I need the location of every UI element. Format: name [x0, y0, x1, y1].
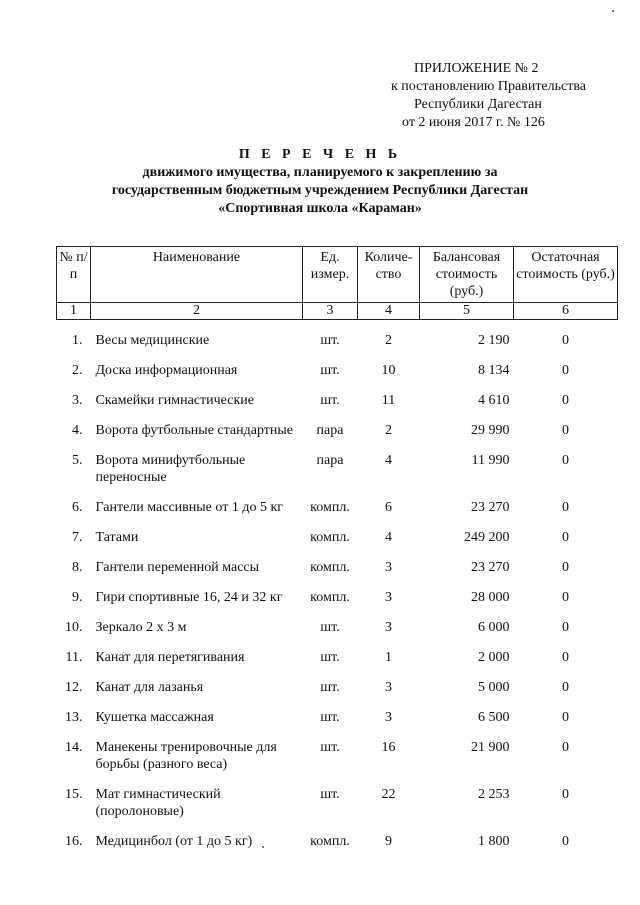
cell-residual-value: 0 [562, 710, 569, 725]
cell-residual-value: 0 [562, 453, 569, 468]
table-row [57, 547, 618, 577]
cell-name: Ворота минифутбольные переносные [95, 453, 246, 485]
cell-number: 7. [72, 530, 83, 545]
table-row [57, 320, 618, 351]
cell-name: Кушетка массажная [95, 710, 214, 725]
cell-unit: шт. [320, 333, 340, 348]
cell-residual-value: 0 [562, 530, 569, 545]
cell-quantity: 3 [385, 560, 392, 575]
column-number: 2 [91, 303, 303, 320]
cell-name: Татами [95, 530, 139, 545]
cell-name: Скамейки гимнастические [95, 393, 254, 408]
cell-quantity: 1 [385, 650, 392, 665]
cell-number: 11. [65, 650, 83, 665]
cell-residual-value: 0 [562, 650, 569, 665]
cell-unit: компл. [310, 530, 350, 545]
cell-name: Мат гимнастический (поролоновые) [95, 787, 221, 819]
cell-unit: шт. [320, 710, 340, 725]
cell-balance-value: 23 270 [471, 560, 510, 575]
document-subtitle [80, 164, 560, 218]
property-table [56, 246, 618, 851]
cell-quantity: 9 [385, 834, 392, 849]
table-row [57, 350, 618, 380]
appendix-block [376, 60, 586, 132]
table-row [57, 607, 618, 637]
document-heading: П Е Р Е Ч Е Н Ь [238, 147, 402, 162]
cell-balance-value: 29 990 [471, 423, 510, 438]
header-value: Балансовая стоимость (руб.) [420, 247, 514, 303]
cell-number: 2. [72, 363, 83, 378]
column-number: 3 [303, 303, 358, 320]
cell-residual-value: 0 [562, 590, 569, 605]
table-row [57, 667, 618, 697]
cell-unit: компл. [310, 500, 350, 515]
appendix-republic: Республики Дагестан [414, 97, 542, 112]
cell-unit: шт. [320, 650, 340, 665]
cell-number: 9. [72, 590, 83, 605]
cell-number: 5. [72, 453, 83, 468]
cell-name: Гантели переменной массы [95, 560, 260, 575]
cell-unit: шт. [320, 393, 340, 408]
cell-balance-value: 21 900 [471, 740, 510, 755]
cell-quantity: 11 [381, 393, 396, 408]
cell-name: Зеркало 2 х 3 м [95, 620, 187, 635]
cell-number: 13. [65, 710, 83, 725]
cell-residual-value: 0 [562, 363, 569, 378]
cell-balance-value: 249 200 [464, 530, 510, 545]
cell-residual-value: 0 [562, 560, 569, 575]
cell-number: 16. [65, 834, 83, 849]
cell-quantity: 10 [381, 363, 396, 378]
table-row [57, 380, 618, 410]
table-row [57, 697, 618, 727]
cell-number: 3. [72, 393, 83, 408]
cell-unit: шт. [320, 680, 340, 695]
cell-balance-value: 1 800 [478, 834, 510, 849]
cell-quantity: 6 [385, 500, 392, 515]
cell-unit: шт. [320, 740, 340, 755]
cell-quantity: 3 [385, 620, 392, 635]
table-row [57, 440, 618, 487]
subtitle-line-2: государственным бюджетным учреждением Республики Дагестан [111, 183, 529, 198]
cell-quantity: 2 [385, 333, 392, 348]
cell-number: 8. [72, 560, 83, 575]
table-row [57, 637, 618, 667]
cell-name: Канат для перетягивания [95, 650, 245, 665]
cell-balance-value: 23 270 [471, 500, 510, 515]
cell-balance-value: 2 190 [478, 333, 510, 348]
cell-name: Гантели массивные от 1 до 5 кг [95, 500, 283, 515]
cell-unit: шт. [320, 787, 340, 802]
header-residual: Остаточная стоимость (руб.) [514, 247, 618, 303]
header-num: № п/п [57, 247, 91, 303]
subtitle-line-1: движимого имущества, планируемого к закреплению за [142, 165, 498, 180]
table-row [57, 517, 618, 547]
table-row [57, 577, 618, 607]
cell-residual-value: 0 [562, 620, 569, 635]
cell-name: Гири спортивные 16, 24 и 32 кг [95, 590, 283, 605]
subtitle-line-3: «Спортивная школа «Караман» [218, 201, 422, 216]
cell-residual-value: 0 [562, 333, 569, 348]
cell-balance-value: 6 500 [478, 710, 510, 725]
cell-unit: шт. [320, 620, 340, 635]
cell-balance-value: 28 000 [471, 590, 510, 605]
table-row [57, 727, 618, 774]
cell-name: Доска информационная [95, 363, 238, 378]
cell-residual-value: 0 [562, 500, 569, 515]
cell-name: Весы медицинские [95, 333, 210, 348]
cell-number: 12. [65, 680, 83, 695]
header-name: Наименование [91, 247, 303, 303]
column-number: 6 [514, 303, 618, 320]
column-number: 4 [358, 303, 420, 320]
cell-balance-value: 4 610 [478, 393, 510, 408]
cell-balance-value: 6 000 [478, 620, 510, 635]
column-number-row [57, 303, 618, 320]
table-row [57, 487, 618, 517]
cell-number: 15. [65, 787, 83, 802]
cell-name: Медицинбол (от 1 до 5 кг) [95, 834, 253, 849]
scan-speck [612, 10, 614, 12]
appendix-date: от 2 июня 2017 г. № 126 [402, 115, 545, 130]
cell-residual-value: 0 [562, 787, 569, 802]
cell-number: 14. [65, 740, 83, 755]
cell-unit: компл. [310, 834, 350, 849]
cell-name: Манекены тренировочные для борьбы (разного веса) [95, 740, 277, 772]
table-row [57, 774, 618, 821]
cell-quantity: 16 [381, 740, 396, 755]
column-number: 5 [420, 303, 514, 320]
cell-number: 10. [65, 620, 83, 635]
cell-quantity: 3 [385, 680, 392, 695]
table-row [57, 821, 618, 851]
cell-unit: компл. [310, 590, 350, 605]
column-number: 1 [57, 303, 91, 320]
cell-unit: компл. [310, 560, 350, 575]
cell-number: 4. [72, 423, 83, 438]
cell-name: Ворота футбольные стандартные [95, 423, 294, 438]
header-qty: Количе-ство [358, 247, 420, 303]
table-body [57, 320, 618, 852]
cell-number: 1. [72, 333, 83, 348]
appendix-number: ПРИЛОЖЕНИЕ № 2 [414, 61, 539, 76]
cell-unit: пара [316, 453, 344, 468]
table-header-row [57, 247, 618, 303]
cell-residual-value: 0 [562, 740, 569, 755]
cell-number: 6. [72, 500, 83, 515]
appendix-resolution: к постановлению Правительства [390, 79, 586, 94]
cell-unit: пара [316, 423, 344, 438]
cell-quantity: 3 [385, 590, 392, 605]
cell-quantity: 4 [385, 453, 392, 468]
cell-unit: шт. [320, 363, 340, 378]
cell-residual-value: 0 [562, 423, 569, 438]
cell-name: Канат для лазанья [95, 680, 204, 695]
cell-quantity: 22 [381, 787, 396, 802]
cell-balance-value: 8 134 [478, 363, 510, 378]
cell-quantity: 2 [385, 423, 392, 438]
cell-balance-value: 2 253 [478, 787, 510, 802]
cell-balance-value: 2 000 [478, 650, 510, 665]
cell-residual-value: 0 [562, 393, 569, 408]
cell-residual-value: 0 [562, 834, 569, 849]
scan-speck [262, 846, 264, 848]
cell-quantity: 3 [385, 710, 392, 725]
cell-balance-value: 5 000 [478, 680, 510, 695]
cell-balance-value: 11 990 [471, 453, 510, 468]
table-row [57, 410, 618, 440]
cell-residual-value: 0 [562, 680, 569, 695]
header-unit: Ед. измер. [303, 247, 358, 303]
cell-quantity: 4 [385, 530, 392, 545]
